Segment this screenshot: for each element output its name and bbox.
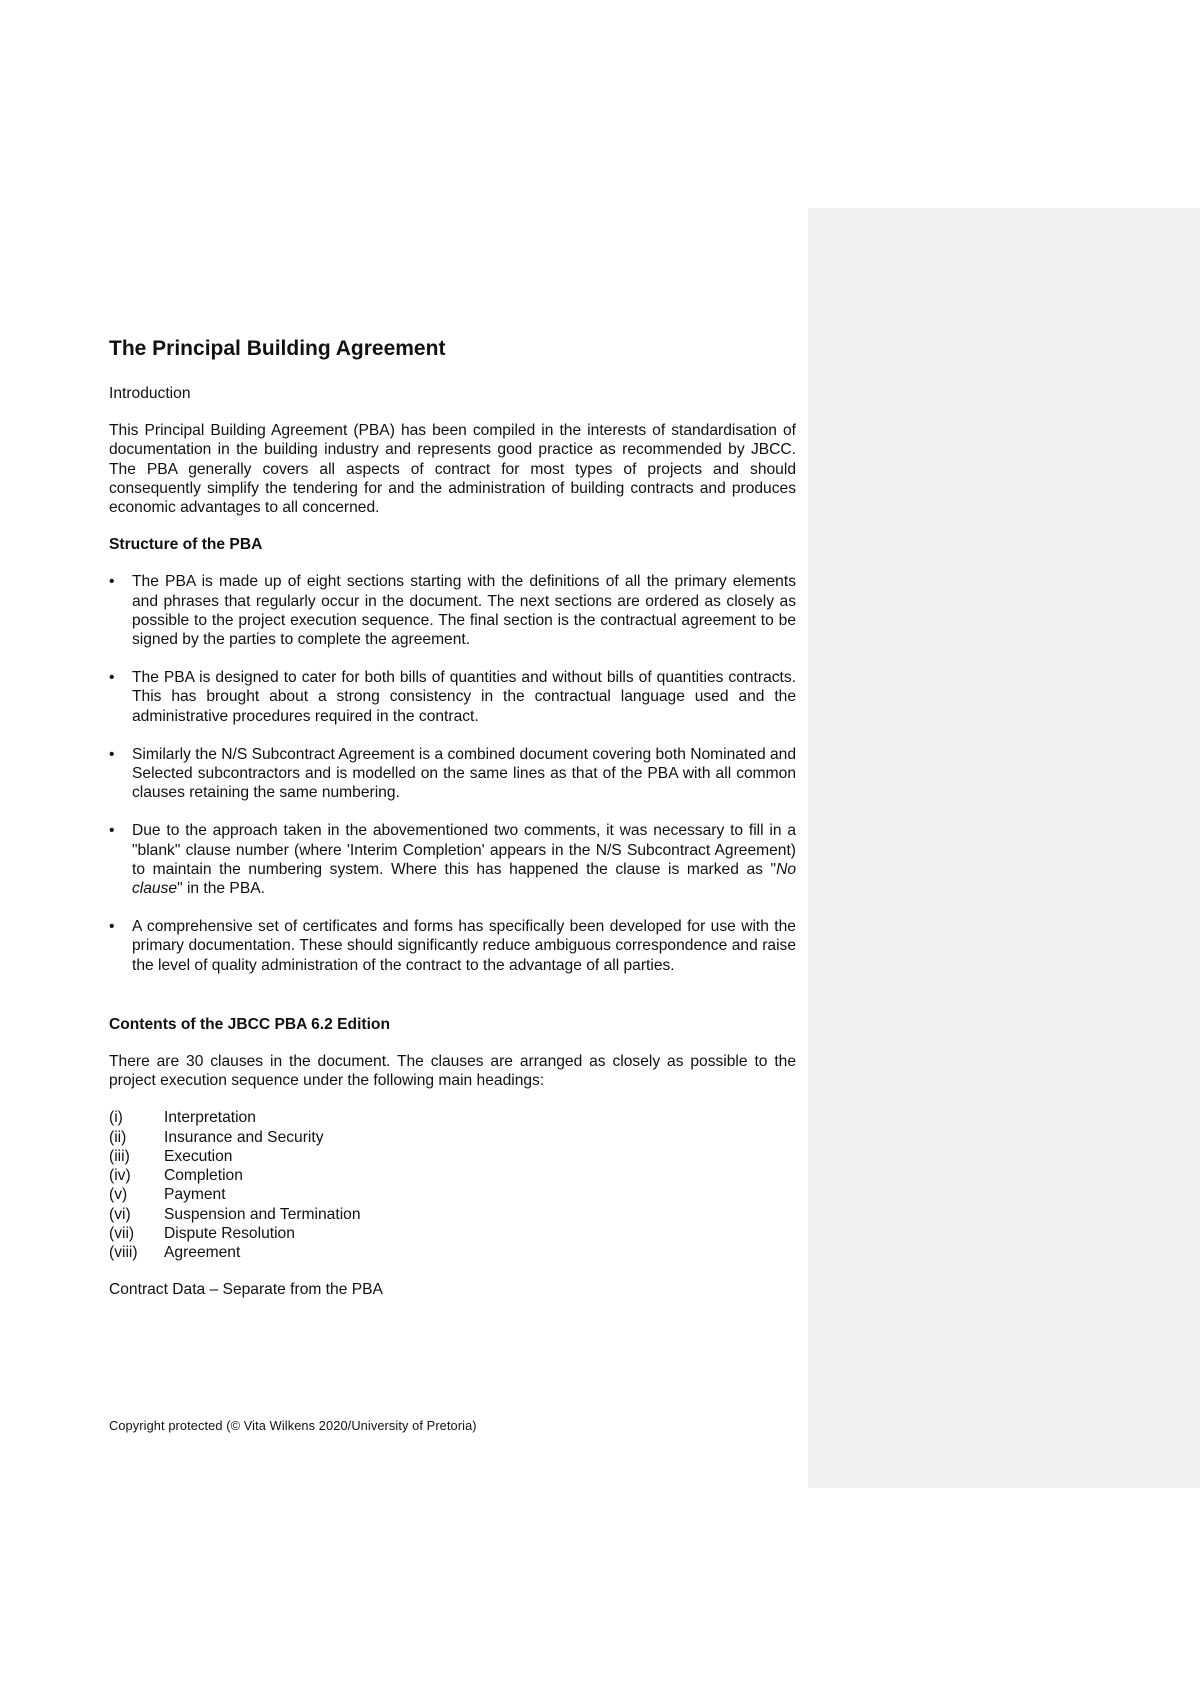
bullet-icon: • — [109, 573, 115, 591]
page-title: The Principal Building Agreement — [109, 337, 446, 360]
structure-heading: Structure of the PBA — [109, 536, 263, 554]
bullet-text: The PBA is designed to cater for both bills of quantities and without bills of quantities contracts. This has brought about a strong consistency in the contractual language used and the administrative procedures required in the contract. — [132, 669, 796, 725]
bullet-item-3 — [109, 745, 796, 803]
contents-paragraph: There are 30 clauses in the document. The clauses are arranged as closely as possible to the project execution sequence under the following main headings: — [109, 1053, 796, 1090]
heading-label: Interpretation — [164, 1109, 256, 1127]
heading-number: (viii) — [109, 1243, 138, 1261]
main-heading-item — [109, 1147, 796, 1166]
heading-label: Payment — [164, 1186, 226, 1204]
heading-label: Agreement — [164, 1243, 241, 1261]
bullet-item-1 — [109, 572, 796, 649]
main-heading-item — [109, 1205, 796, 1224]
bullet-item-5 — [109, 917, 796, 975]
heading-number: (i) — [109, 1109, 123, 1127]
heading-label: Insurance and Security — [164, 1128, 324, 1146]
main-heading-item — [109, 1224, 796, 1243]
heading-number: (iii) — [109, 1147, 130, 1165]
introduction-heading: Introduction — [109, 385, 191, 402]
bullet-text — [132, 822, 796, 897]
bullet-icon: • — [109, 669, 115, 687]
introduction-paragraph: This Principal Building Agreement (PBA) has been compiled in the interests of standardisation of documentation in the building industry and represents good practice as recommended by JBCC. The PBA generally covers all aspects of contract for most types of projects and should consequently simplify the tendering for and the administration of building contracts and produces economic advantages to all concerned. — [109, 422, 796, 517]
bullet-text: The PBA is made up of eight sections starting with the definitions of all the primary elements and phrases that regularly occur in the document. The next sections are ordered as closely as possible to the project execution sequence. The final section is the contractual agreement to be signed by the parties to complete the agreement. — [132, 573, 796, 649]
bullet-item-4 — [109, 821, 796, 898]
contract-data-line: Contract Data – Separate from the PBA — [109, 1281, 383, 1299]
main-headings-list — [109, 1108, 796, 1262]
main-heading-item — [109, 1185, 796, 1204]
document-body — [109, 336, 796, 1317]
heading-label: Suspension and Termination — [164, 1205, 361, 1223]
heading-number: (iv) — [109, 1167, 131, 1185]
bullet-icon: • — [109, 918, 115, 936]
main-heading-item — [109, 1128, 796, 1147]
heading-number: (v) — [109, 1186, 128, 1204]
bullet-icon: • — [109, 822, 115, 840]
heading-label: Execution — [164, 1147, 233, 1165]
heading-number: (vi) — [109, 1205, 131, 1223]
copyright-footer: Copyright protected (© Vita Wilkens 2020/University of Pretoria) — [109, 1418, 477, 1433]
heading-label: Completion — [164, 1167, 243, 1185]
heading-label: Dispute Resolution — [164, 1224, 295, 1242]
bullet-text-part: Due to the approach taken in the abovementioned two comments, it was necessary to fill in a "blank" clause number (where 'Interim Completion' appears in the N/S Subcontract Agreement) to maintain the numbering system. Where this has happened the clause is marked as " — [132, 822, 796, 878]
contents-heading: Contents of the JBCC PBA 6.2 Edition — [109, 1015, 390, 1033]
heading-number: (vii) — [109, 1224, 135, 1242]
main-heading-item — [109, 1166, 796, 1185]
bullet-icon: • — [109, 745, 115, 763]
bullet-item-2 — [109, 668, 796, 726]
main-heading-item — [109, 1243, 796, 1262]
no-clause-italic: No clause — [132, 860, 796, 898]
comment-margin-pane — [808, 208, 1200, 1488]
main-heading-item — [109, 1108, 796, 1127]
bullet-text: Similarly the N/S Subcontract Agreement is a combined document covering both Nominated and Selected subcontractors and is modelled on the same lines as that of the PBA with all common clauses retaining the same numbering. — [132, 745, 796, 802]
heading-number: (ii) — [109, 1128, 127, 1146]
structure-bullet-list — [109, 572, 796, 974]
bullet-text-part: " in the PBA. — [177, 880, 265, 898]
bullet-text: A comprehensive set of certificates and forms has specifically been developed for use with the primary documentation. These should significantly reduce ambiguous correspondence and raise the level of quality administration of the contract to the advantage of all parties. — [132, 918, 796, 974]
